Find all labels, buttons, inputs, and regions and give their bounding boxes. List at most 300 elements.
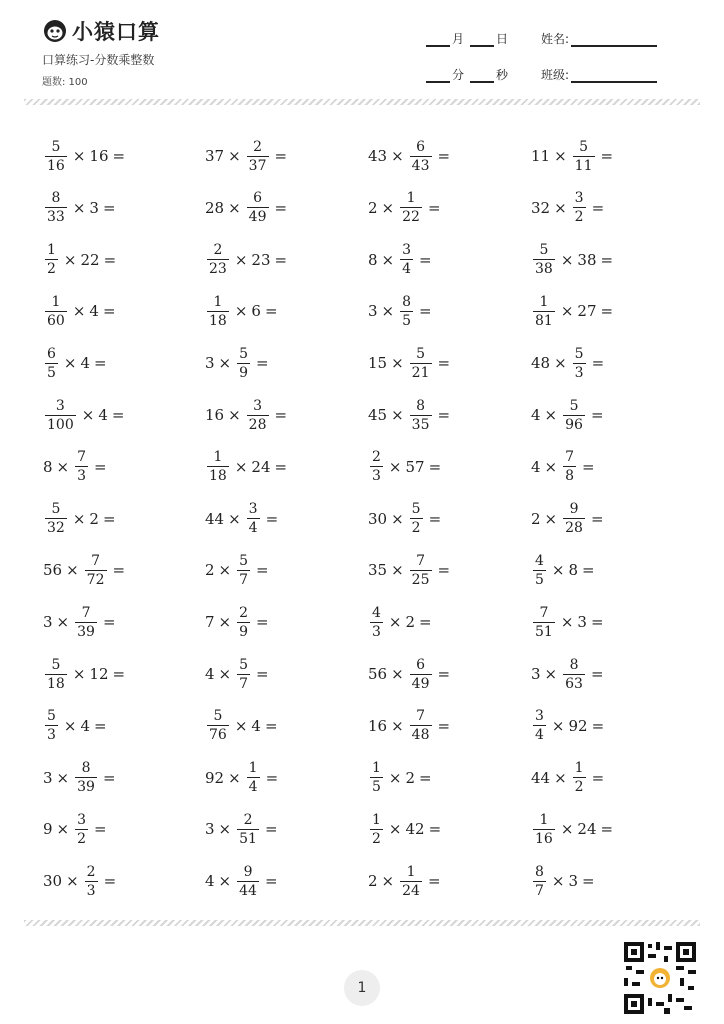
denominator: 39 [77,623,95,640]
equals-sign: = [590,406,604,424]
times-sign: × [560,820,574,839]
fraction [410,140,432,173]
numerator: 3 [55,397,65,414]
times-sign: × [391,147,404,165]
denominator: 48 [411,727,430,744]
equals-sign: = [591,768,605,787]
times-sign: × [218,613,232,632]
problem-item [368,343,454,383]
denominator: 7 [239,675,249,692]
problem-item [205,291,282,331]
denominator: 3 [372,623,381,640]
problem-item [43,291,120,331]
equals-sign: = [103,872,117,891]
problem-item [43,861,120,901]
problem-item [531,240,617,280]
fraction [45,709,58,742]
denominator: 11 [574,157,593,174]
integer: 45 [368,406,388,424]
problem-item [368,240,436,280]
problem-item [205,706,282,746]
problem-item [43,550,129,590]
fraction [533,709,546,742]
times-sign: × [72,198,86,217]
fraction [533,295,555,328]
equals-sign: = [428,457,442,476]
numerator: 1 [406,190,416,207]
fraction [533,554,546,587]
problem-item [531,809,617,849]
problem-item [531,343,608,383]
times-sign: × [228,406,241,424]
qr-code-icon [624,942,696,1014]
equals-sign: = [94,820,107,839]
fraction [207,709,229,742]
times-sign: × [544,406,558,424]
denominator: 100 [47,416,74,433]
problem-item [43,188,120,228]
denominator: 35 [411,416,430,433]
second-label: 秒 [496,68,509,82]
times-sign: × [218,561,232,580]
problem-item [368,809,445,849]
integer: 3 [531,665,541,683]
problem-item [531,706,608,746]
integer: 6 [251,302,261,321]
fraction [237,554,250,587]
problem-item [531,447,599,487]
equals-sign: = [102,302,116,321]
numerator: 5 [569,397,579,414]
problem-item [368,447,445,487]
fraction [410,399,432,432]
equals-sign: = [427,198,441,217]
problem-item [43,447,111,487]
integer: 4 [531,406,541,424]
integer: 56 [368,665,388,683]
fraction [207,243,229,276]
denominator: 24 [402,882,420,899]
fraction [573,761,586,794]
times-sign: × [388,613,402,632]
equals-sign: = [102,509,116,528]
problem-item [531,136,617,176]
integer: 22 [80,250,100,269]
equals-sign: = [600,820,614,839]
integer: 2 [205,561,215,580]
problem-item [205,809,282,849]
denominator: 4 [248,779,258,796]
problem-item [368,136,454,176]
times-sign: × [391,665,404,683]
times-sign: × [391,716,404,735]
problem-item [43,654,129,694]
fraction [45,658,67,691]
equals-sign: = [274,198,288,217]
integer: 35 [368,561,388,580]
numerator: 5 [579,138,589,155]
numerator: 1 [213,449,223,466]
times-sign: × [218,354,232,373]
equals-sign: = [264,820,278,839]
fraction [45,295,67,328]
times-sign: × [391,509,404,528]
fraction [370,606,383,639]
denominator: 4 [248,520,258,537]
fraction [370,813,383,846]
denominator: 5 [372,779,381,796]
equals-sign: = [582,457,595,476]
integer: 9 [43,820,53,839]
denominator: 51 [535,623,553,640]
fraction [533,813,555,846]
fraction [370,761,383,794]
numerator: 5 [539,242,549,259]
times-sign: × [554,768,567,787]
numerator: 3 [402,242,412,259]
fraction [45,347,58,380]
integer: 32 [531,198,551,217]
problem-item [368,602,436,642]
numerator: 9 [243,863,253,880]
fraction [237,347,250,380]
problem-item [205,602,273,642]
problem-item [205,395,291,435]
footer-divider [24,920,700,926]
equals-sign: = [112,147,126,165]
equals-sign: = [437,354,451,373]
equals-sign: = [590,509,604,528]
numerator: 3 [77,811,87,828]
problem-item [43,499,120,539]
times-sign: × [388,820,402,839]
numerator: 5 [411,501,421,518]
equals-sign: = [256,665,269,683]
equals-sign: = [590,665,604,683]
equals-sign: = [591,354,605,373]
integer: 24 [577,820,597,839]
problem-item [205,499,282,539]
integer: 92 [568,716,588,735]
denominator: 2 [411,520,421,537]
integer: 2 [89,509,99,528]
fraction [247,191,269,224]
equals-sign: = [419,768,432,787]
problem-item [205,240,291,280]
denominator: 2 [574,209,584,226]
problem-item [205,343,273,383]
fraction [45,140,67,173]
equals-sign: = [437,665,451,683]
times-sign: × [391,561,404,580]
denominator: 9 [239,623,249,640]
class-label: 班级: [541,68,570,82]
denominator: 3 [86,882,96,899]
numerator: 8 [416,397,426,414]
fraction [533,865,546,898]
worksheet-title: 口算练习-分数乘整数 [42,53,155,67]
equals-sign: = [419,302,432,321]
fraction [247,399,269,432]
integer: 3 [577,613,587,632]
times-sign: × [391,406,404,424]
page-number: 1 [344,970,380,1006]
equals-sign: = [428,820,442,839]
times-sign: × [228,768,241,787]
integer: 30 [368,509,388,528]
times-sign: × [218,820,232,839]
integer: 3 [368,302,378,321]
problem-item [368,758,436,798]
denominator: 51 [239,830,257,847]
denominator: 49 [248,209,267,226]
equals-sign: = [102,768,116,787]
denominator: 18 [47,675,65,692]
problem-item [531,499,608,539]
equals-sign: = [274,250,288,269]
fraction [247,761,260,794]
denominator: 3 [574,364,584,381]
numerator: 1 [213,293,223,310]
times-sign: × [56,457,70,476]
equals-sign: = [102,613,116,632]
numerator: 3 [248,501,258,518]
equals-sign: = [94,354,107,373]
times-sign: × [551,716,565,735]
integer: 44 [531,768,551,787]
problem-item [43,395,128,435]
name-label: 姓名: [541,32,570,46]
denominator: 43 [411,157,430,174]
times-sign: × [228,147,241,165]
equals-sign: = [591,716,605,735]
numerator: 2 [372,449,381,466]
integer: 48 [531,354,551,373]
numerator: 3 [574,190,584,207]
equals-sign: = [274,406,288,424]
integer: 15 [368,354,388,373]
fraction [247,502,260,535]
denominator: 16 [47,157,65,174]
numerator: 2 [253,138,263,155]
denominator: 3 [77,468,87,485]
numerator: 3 [253,397,263,414]
fraction [237,658,250,691]
numerator: 5 [239,345,249,362]
times-sign: × [544,509,558,528]
integer: 7 [205,613,215,632]
denominator: 60 [47,312,65,329]
equals-sign: = [256,354,269,373]
integer: 57 [405,457,425,476]
fraction [75,813,88,846]
numerator: 5 [213,708,223,725]
problem-item [205,136,291,176]
numerator: 6 [47,345,56,362]
fraction [85,554,107,587]
integer: 3 [43,768,53,787]
integer: 4 [98,406,108,424]
denominator: 32 [47,520,65,537]
fraction [563,502,585,535]
times-sign: × [66,561,79,580]
numerator: 4 [535,552,544,569]
numerator: 8 [81,760,91,777]
numerator: 1 [372,811,381,828]
integer: 4 [251,716,261,735]
numerator: 7 [81,604,91,621]
equals-sign: = [600,147,614,165]
integer: 4 [80,354,91,373]
equals-sign: = [111,406,125,424]
fraction [400,295,413,328]
problem-item [531,758,608,798]
problem-item [531,550,599,590]
numerator: 5 [416,345,426,362]
numerator: 5 [51,656,61,673]
equals-sign: = [102,198,116,217]
problem-item [43,758,120,798]
times-sign: × [234,457,248,476]
problem-item [205,550,273,590]
integer: 8 [568,561,579,580]
integer: 3 [568,872,579,891]
denominator: 18 [209,468,227,485]
times-sign: × [560,302,574,321]
times-sign: × [381,302,395,321]
brand-name: 小猿口算 [72,20,160,44]
problem-item [368,861,445,901]
equals-sign: = [94,716,107,735]
fraction [247,140,269,173]
equals-sign: = [437,716,451,735]
numerator: 9 [569,501,579,518]
problem-item [43,602,120,642]
equals-sign: = [112,561,126,580]
equals-sign: = [437,147,451,165]
denominator: 2 [47,261,56,278]
equals-sign: = [264,872,278,891]
equals-sign: = [419,250,432,269]
equals-sign: = [265,768,279,787]
fraction [410,554,432,587]
numerator: 2 [239,604,249,621]
month-label: 月 [452,32,465,46]
denominator: 23 [209,261,227,278]
numerator: 7 [91,552,101,569]
problem-item [205,758,282,798]
fraction [237,865,259,898]
times-sign: × [218,872,232,891]
equals-sign: = [591,198,605,217]
equals-sign: = [256,613,269,632]
fraction [75,761,97,794]
fraction [75,606,97,639]
fraction [563,399,585,432]
numerator: 2 [213,242,223,259]
integer: 44 [205,509,225,528]
times-sign: × [234,250,248,269]
integer: 16 [89,147,109,165]
numerator: 6 [416,138,426,155]
numerator: 5 [239,552,249,569]
denominator: 5 [47,364,56,381]
times-sign: × [63,354,77,373]
integer: 11 [531,147,551,165]
equals-sign: = [437,561,451,580]
numerator: 7 [539,604,549,621]
denominator: 4 [535,727,544,744]
integer: 3 [89,198,99,217]
denominator: 33 [47,209,65,226]
fraction [75,450,88,483]
numerator: 7 [77,449,87,466]
problem-item [43,136,129,176]
denominator: 49 [411,675,430,692]
equals-sign: = [274,147,288,165]
numerator: 2 [243,811,253,828]
times-sign: × [56,613,70,632]
numerator: 8 [535,863,544,880]
problem-item [43,706,111,746]
denominator: 21 [411,364,430,381]
integer: 16 [205,406,225,424]
integer: 4 [205,665,215,683]
numerator: 5 [239,656,249,673]
problem-item [531,291,617,331]
equals-sign: = [265,509,279,528]
denominator: 81 [535,312,553,329]
times-sign: × [234,716,248,735]
integer: 92 [205,768,225,787]
numerator: 7 [416,552,426,569]
equals-sign: = [112,665,126,683]
denominator: 25 [411,571,430,588]
times-sign: × [72,509,86,528]
numerator: 8 [569,656,579,673]
denominator: 76 [209,727,227,744]
equals-sign: = [94,457,107,476]
numerator: 6 [416,656,426,673]
times-sign: × [381,250,395,269]
integer: 3 [205,354,215,373]
fraction [370,450,383,483]
times-sign: × [218,665,232,683]
numerator: 1 [406,863,416,880]
fraction [573,347,586,380]
numerator: 7 [565,449,575,466]
equals-sign: = [427,872,441,891]
denominator: 2 [77,830,87,847]
numerator: 1 [51,293,61,310]
times-sign: × [551,561,565,580]
numerator: 5 [47,708,56,725]
fraction [45,243,58,276]
denominator: 18 [209,312,227,329]
integer: 3 [205,820,215,839]
equals-sign: = [419,613,432,632]
fraction [45,502,67,535]
equals-sign: = [437,406,451,424]
integer: 2 [531,509,541,528]
integer: 4 [531,457,541,476]
denominator: 16 [535,830,553,847]
numerator: 8 [51,190,61,207]
integer: 56 [43,561,63,580]
integer: 24 [251,457,271,476]
integer: 8 [43,457,53,476]
times-sign: × [56,768,70,787]
